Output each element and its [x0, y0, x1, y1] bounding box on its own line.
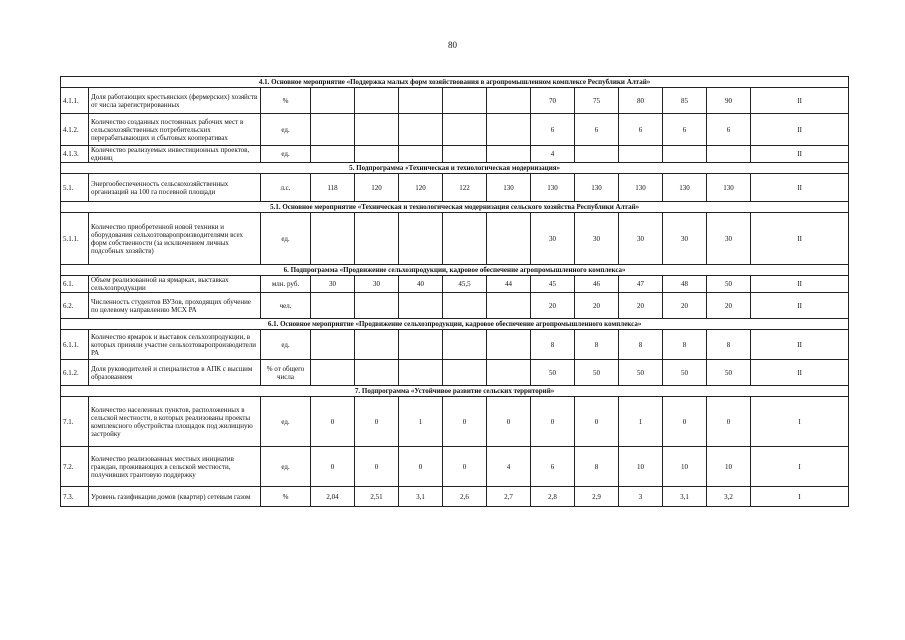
indicator-value: 20 — [663, 293, 707, 319]
indicator-value — [443, 213, 487, 265]
indicator-code: 6.2. — [61, 293, 89, 319]
indicator-value: 6 — [531, 114, 575, 146]
indicators-table — [60, 76, 849, 507]
section-title: 6.1. Основное мероприятие «Продвижение сельхозпродукции, кадровое обеспечение агропромышленного комплекса» — [61, 319, 849, 330]
indicator-value — [663, 146, 707, 163]
indicator-value: 3,1 — [399, 487, 443, 507]
page-number: 80 — [448, 40, 457, 50]
indicator-code: 4.1.1. — [61, 88, 89, 114]
indicator-value: 2,6 — [443, 487, 487, 507]
indicator-unit: ед. — [261, 146, 311, 163]
indicator-value: 0 — [443, 397, 487, 447]
indicator-unit: % — [261, 88, 311, 114]
indicator-group: II — [751, 174, 849, 202]
indicator-unit: % от общего числа — [261, 360, 311, 386]
indicator-value: 80 — [619, 88, 663, 114]
indicator-value: 10 — [663, 447, 707, 487]
indicator-name: Доля работающих крестьянских (фермерских) хозяйств от числа зарегистрированных — [89, 88, 261, 114]
indicator-value — [443, 88, 487, 114]
indicator-value: 20 — [707, 293, 751, 319]
indicator-value: 8 — [531, 330, 575, 360]
indicator-row — [61, 88, 849, 114]
indicator-name: Уровень газификации домов (квартир) сетевым газом — [89, 487, 261, 507]
indicator-group: II — [751, 293, 849, 319]
indicator-value: 0 — [531, 397, 575, 447]
section-title: 5.1. Основное мероприятие «Техническая и технологическая модернизация сельского хозяйства Республики Алтай» — [61, 202, 849, 213]
indicator-value — [575, 146, 619, 163]
indicator-value — [399, 293, 443, 319]
indicator-value: 20 — [619, 293, 663, 319]
indicator-value — [487, 293, 531, 319]
indicator-value — [399, 88, 443, 114]
indicator-value: 0 — [311, 447, 355, 487]
indicator-value: 2,9 — [575, 487, 619, 507]
indicator-value: 130 — [619, 174, 663, 202]
indicator-value — [487, 213, 531, 265]
indicator-name: Доля руководителей и специалистов в АПК с высшим образованием — [89, 360, 261, 386]
indicator-value — [487, 114, 531, 146]
indicator-code: 4.1.3. — [61, 146, 89, 163]
indicator-value: 8 — [707, 330, 751, 360]
indicator-unit: л.с. — [261, 174, 311, 202]
indicator-value — [311, 330, 355, 360]
indicator-name: Количество реализуемых инвестиционных проектов, единиц — [89, 146, 261, 163]
indicator-value: 0 — [355, 447, 399, 487]
indicator-value: 48 — [663, 276, 707, 293]
indicator-value: 0 — [707, 397, 751, 447]
indicator-value: 130 — [663, 174, 707, 202]
indicator-unit: ед. — [261, 397, 311, 447]
indicator-row — [61, 114, 849, 146]
indicator-unit: ед. — [261, 447, 311, 487]
indicator-value: 4 — [487, 447, 531, 487]
indicator-name: Количество ярмарок и выставок сельхозпродукции, в которых приняли участие сельхозтоваропроизводители РА — [89, 330, 261, 360]
indicator-value — [355, 88, 399, 114]
indicator-value — [443, 293, 487, 319]
indicator-value: 122 — [443, 174, 487, 202]
indicator-value: 30 — [531, 213, 575, 265]
indicator-value — [399, 360, 443, 386]
indicator-value — [399, 146, 443, 163]
indicator-value: 120 — [355, 174, 399, 202]
indicator-code: 6.1.1. — [61, 330, 89, 360]
indicator-row — [61, 174, 849, 202]
indicator-value: 2,04 — [311, 487, 355, 507]
indicator-value: 8 — [575, 330, 619, 360]
indicator-value: 85 — [663, 88, 707, 114]
indicator-value: 47 — [619, 276, 663, 293]
section-header-row — [61, 265, 849, 276]
indicator-row — [61, 447, 849, 487]
indicator-name: Объем реализованной на ярмарках, выставках сельхозпродукции — [89, 276, 261, 293]
indicator-value — [355, 114, 399, 146]
indicator-value — [487, 146, 531, 163]
indicator-group: II — [751, 276, 849, 293]
indicator-value: 46 — [575, 276, 619, 293]
indicator-value: 20 — [575, 293, 619, 319]
section-header-row — [61, 319, 849, 330]
indicator-code: 7.2. — [61, 447, 89, 487]
indicator-value: 130 — [487, 174, 531, 202]
indicator-value: 50 — [575, 360, 619, 386]
indicator-value — [311, 293, 355, 319]
indicator-value: 0 — [399, 447, 443, 487]
indicator-value: 130 — [531, 174, 575, 202]
indicator-value: 44 — [487, 276, 531, 293]
section-title: 7. Подпрограмма «Устойчивое развитие сельских территорий» — [61, 386, 849, 397]
indicator-value: 10 — [707, 447, 751, 487]
indicator-value — [443, 360, 487, 386]
indicator-value — [355, 330, 399, 360]
indicator-code: 5.1. — [61, 174, 89, 202]
indicator-value: 2,8 — [531, 487, 575, 507]
indicator-value — [311, 114, 355, 146]
section-title: 5. Подпрограмма «Техническая и технологическая модернизация» — [61, 163, 849, 174]
indicator-value: 6 — [663, 114, 707, 146]
indicator-value: 10 — [619, 447, 663, 487]
indicator-value — [487, 360, 531, 386]
indicator-value: 30 — [707, 213, 751, 265]
indicator-row — [61, 276, 849, 293]
indicator-code: 6.1. — [61, 276, 89, 293]
indicator-value: 118 — [311, 174, 355, 202]
indicator-value: 6 — [707, 114, 751, 146]
indicator-value — [443, 114, 487, 146]
section-header-row — [61, 163, 849, 174]
indicator-value: 6 — [619, 114, 663, 146]
indicator-group: II — [751, 146, 849, 163]
section-header-row — [61, 77, 849, 88]
indicator-unit: ед. — [261, 330, 311, 360]
section-title: 4.1. Основное мероприятие «Поддержка малых форм хозяйствования в агропромышленном комплексе Республики Алтай» — [61, 77, 849, 88]
indicator-value: 0 — [663, 397, 707, 447]
indicator-value: 50 — [531, 360, 575, 386]
indicator-value: 40 — [399, 276, 443, 293]
indicator-value: 130 — [707, 174, 751, 202]
indicator-value: 0 — [487, 397, 531, 447]
indicator-value: 3 — [619, 487, 663, 507]
indicator-value: 4 — [531, 146, 575, 163]
indicator-value: 30 — [355, 276, 399, 293]
indicator-value — [707, 146, 751, 163]
indicator-value: 90 — [707, 88, 751, 114]
indicator-unit: ед. — [261, 213, 311, 265]
indicator-group: II — [751, 114, 849, 146]
indicator-value: 8 — [619, 330, 663, 360]
indicator-value — [311, 213, 355, 265]
indicator-value — [311, 88, 355, 114]
indicator-value: 70 — [531, 88, 575, 114]
indicator-name: Численность студентов ВУЗов, проходящих обучение по целевому направлению МСХ РА — [89, 293, 261, 319]
indicator-value: 45 — [531, 276, 575, 293]
indicator-value: 130 — [575, 174, 619, 202]
indicator-value — [399, 330, 443, 360]
indicator-value: 50 — [707, 276, 751, 293]
indicator-row — [61, 146, 849, 163]
indicator-name: Количество населенных пунктов, расположенных в сельской местности, в которых реализованы проекты комплексного обустройства площадок под жилищную застройку — [89, 397, 261, 447]
indicator-value: 2,7 — [487, 487, 531, 507]
indicator-value: 30 — [311, 276, 355, 293]
indicator-row — [61, 293, 849, 319]
indicator-value: 20 — [531, 293, 575, 319]
indicator-code: 7.3. — [61, 487, 89, 507]
indicator-group: II — [751, 213, 849, 265]
indicator-group: I — [751, 447, 849, 487]
indicator-unit: % — [261, 487, 311, 507]
indicator-value: 0 — [443, 447, 487, 487]
indicator-value: 6 — [575, 114, 619, 146]
indicator-value — [311, 360, 355, 386]
indicator-row — [61, 360, 849, 386]
indicator-value — [355, 293, 399, 319]
indicator-group: II — [751, 330, 849, 360]
indicator-group: II — [751, 360, 849, 386]
indicator-value: 8 — [663, 330, 707, 360]
indicator-name: Количество реализованных местных инициатив граждан, проживающих в сельской местности, получивших грантовую поддержку — [89, 447, 261, 487]
indicator-value: 30 — [619, 213, 663, 265]
indicator-value: 0 — [311, 397, 355, 447]
indicator-value — [619, 146, 663, 163]
indicator-value: 6 — [531, 447, 575, 487]
indicator-value — [443, 146, 487, 163]
indicator-code: 7.1. — [61, 397, 89, 447]
indicator-unit: ед. — [261, 114, 311, 146]
indicator-value: 30 — [575, 213, 619, 265]
indicator-value — [355, 213, 399, 265]
indicator-value: 1 — [399, 397, 443, 447]
indicator-value: 45,5 — [443, 276, 487, 293]
indicator-row — [61, 330, 849, 360]
indicator-value: 1 — [619, 397, 663, 447]
indicator-row — [61, 487, 849, 507]
indicator-value — [443, 330, 487, 360]
indicator-value: 3,2 — [707, 487, 751, 507]
indicator-value — [487, 88, 531, 114]
indicator-value: 8 — [575, 447, 619, 487]
indicator-value: 2,51 — [355, 487, 399, 507]
indicator-unit: млн. руб. — [261, 276, 311, 293]
indicator-value: 120 — [399, 174, 443, 202]
indicator-value: 50 — [663, 360, 707, 386]
indicator-value: 3,1 — [663, 487, 707, 507]
section-title: 6. Подпрограмма «Продвижение сельхозпродукции, кадровое обеспечение агропромышленного комплекса» — [61, 265, 849, 276]
indicator-row — [61, 397, 849, 447]
indicator-value: 0 — [575, 397, 619, 447]
indicator-value — [399, 213, 443, 265]
indicator-value: 75 — [575, 88, 619, 114]
indicator-unit: чел. — [261, 293, 311, 319]
indicator-value: 0 — [355, 397, 399, 447]
indicator-group: I — [751, 487, 849, 507]
section-header-row — [61, 386, 849, 397]
indicator-value — [487, 330, 531, 360]
indicator-value — [399, 114, 443, 146]
indicator-name: Энергообеспеченность сельскохозяйственных организаций на 100 га посевной площади — [89, 174, 261, 202]
indicator-value — [355, 360, 399, 386]
indicator-value — [355, 146, 399, 163]
indicator-code: 6.1.2. — [61, 360, 89, 386]
indicator-value — [311, 146, 355, 163]
indicator-row — [61, 213, 849, 265]
indicator-value: 50 — [707, 360, 751, 386]
indicator-group: II — [751, 88, 849, 114]
indicator-name: Количество созданных постоянных рабочих мест в сельскохозяйственных потребительских перерабатывающих и сбытовых кооперативах — [89, 114, 261, 146]
indicator-group: I — [751, 397, 849, 447]
indicator-name: Количество приобретенной новой техники и оборудования сельхозтоваропроизводителями всех форм собственности (за исключением личных подсобных хозяйств) — [89, 213, 261, 265]
indicator-code: 4.1.2. — [61, 114, 89, 146]
indicator-value: 50 — [619, 360, 663, 386]
indicator-value: 30 — [663, 213, 707, 265]
indicator-code: 5.1.1. — [61, 213, 89, 265]
section-header-row — [61, 202, 849, 213]
